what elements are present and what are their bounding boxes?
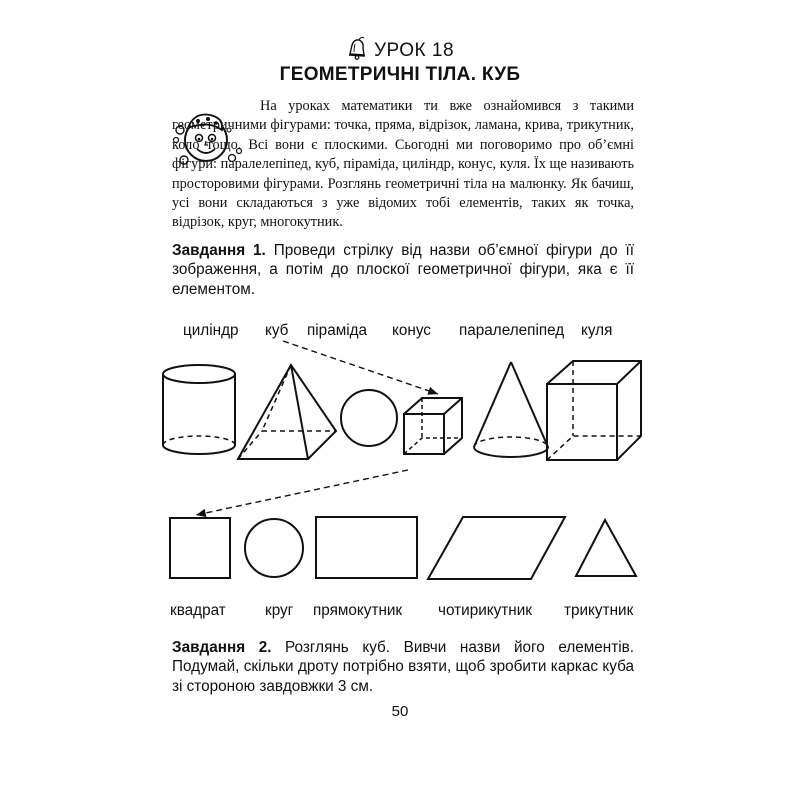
label-cone: конус [392, 322, 431, 339]
circle-shape [245, 519, 303, 577]
label-pyramid: піраміда [307, 322, 368, 339]
task-2-label: Завдання 2. [172, 639, 272, 656]
square-shape [170, 518, 230, 578]
label-cube: куб [265, 322, 289, 339]
label-cylinder: циліндр [183, 322, 239, 339]
example-arrow-cube-to-square [196, 470, 408, 515]
label-sphere: куля [581, 322, 613, 339]
rectangle-shape [316, 517, 417, 578]
page-title: ГЕОМЕТРИЧНІ ТІЛА. КУБ [279, 64, 521, 85]
task-2 [172, 638, 634, 696]
task-2-text: Розглянь куб. Вивчи назви його елементів. Подумай, скільки дроту потрібно взяти, щоб зробити каркас куба зі стороною завдовжки 3 см. [172, 639, 635, 695]
label-parallelepiped: паралелепіпед [459, 322, 565, 339]
triangle-shape [576, 520, 636, 576]
cube-drawing [404, 398, 462, 454]
lesson-number: УРОК 18 [373, 40, 455, 61]
label-circle: круг [265, 602, 294, 619]
label-triangle: трикутник [564, 602, 634, 619]
cone-drawing [474, 362, 548, 457]
task-1-label: Завдання 1. [172, 242, 266, 259]
intro-text: На уроках математики ти вже ознайомився з такими геометричними фігурами: точка, пряма, відрізок, ламана, крива, трикутник, коло тощо. Всі вони є плоскими. Сьогодні ми поговоримо про об’ємні фігури: паралелепіпед, куб, піраміда, циліндр, конус, куля. Їх ще називають просторовими фігурами. Розглянь геометричні тіла на малюнку. Як бачиш, усі вони складаються з уже відомих тобі елементів, таких як точка, відрізок, круг, многокутник. [172, 98, 634, 231]
pyramid-drawing [238, 365, 336, 459]
page-number: 50 [391, 703, 409, 720]
label-quadrilateral: чотирикутник [438, 602, 532, 619]
sphere-drawing [341, 390, 397, 446]
quadrilateral-shape [428, 517, 565, 579]
task-1-text: Проведи стрілку від назви об’ємної фігури до її зображення, а потім до плоскої геометричної фігури, яка є її елементом. [172, 242, 635, 298]
label-rectangle: прямокутник [313, 602, 403, 619]
cylinder-drawing [163, 365, 235, 454]
label-square: квадрат [170, 602, 226, 619]
parallelepiped-drawing [547, 361, 641, 460]
